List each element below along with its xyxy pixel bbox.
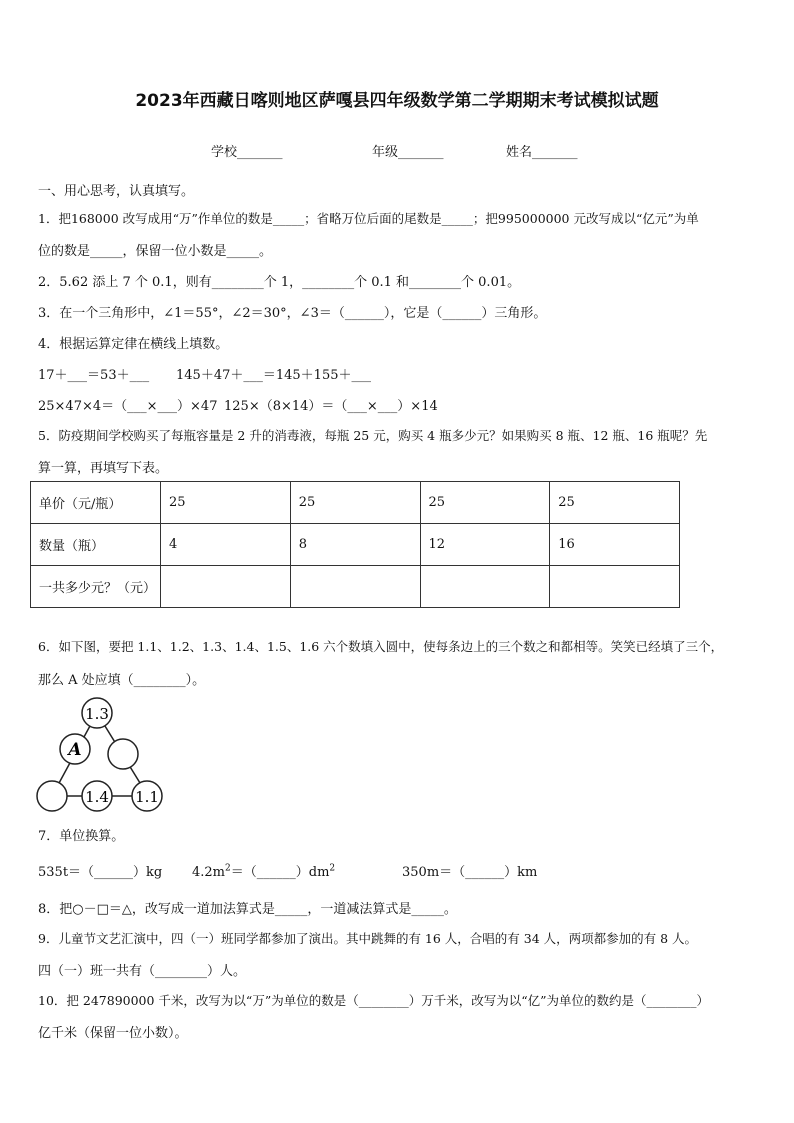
question-8: 8．把○－□＝△，改写成一道加法算式是_____，一道减法算式是_____。 (38, 902, 457, 917)
question-7-a: 535t＝（______）kg (38, 865, 163, 880)
question-4-eq-d: 125×（8×14）＝（___×___）×14 (224, 399, 438, 414)
table-row (31, 524, 680, 566)
table-cell: 25 (161, 482, 291, 524)
section-heading: 一、用心思考，认真填写。 (38, 184, 195, 199)
question-5-line-1: 5．防疫期间学校购买了每瓶容量是 2 升的消毒液，每瓶 25 元，购买 4 瓶多少元？如果购买 8 瓶、12 瓶、16 瓶呢？先 (38, 428, 708, 443)
question-9-line-2: 四（一）班一共有（________）人。 (38, 964, 247, 979)
table-cell: 数量（瓶） (31, 524, 161, 566)
question-7-line-1: 7．单位换算。 (38, 829, 125, 844)
question-3: 3．在一个三角形中，∠1＝55°，∠2＝30°，∠3＝（______），它是（______）三角形。 (38, 306, 547, 321)
question-4-eq-b: 145＋47＋___＝145＋155＋___ (176, 368, 371, 383)
name-field: 姓名_______ (506, 145, 578, 160)
circle-bottom-mid-label: 1.4 (85, 788, 109, 806)
table-cell: 25 (550, 482, 680, 524)
circle-left-label: A (68, 740, 82, 760)
table-cell: 单价（元/瓶） (31, 482, 161, 524)
table-row (31, 482, 680, 524)
circle-bottom-left-blank[interactable] (37, 781, 67, 811)
table-cell: 12 (420, 524, 550, 566)
question-4-eq-c: 25×47×4＝（___×___）×47 (38, 399, 218, 414)
question-10-line-2: 亿千米（保留一位小数）。 (38, 1026, 188, 1041)
question-2: 2．5.62 添上 7 个 0.1，则有________个 1，________个 0.1 和________个 0.01。 (38, 275, 521, 290)
question-7-b: $4.2m^2=(\_\_\_\_\_\_)dm^2$ (192, 863, 336, 880)
question-9-line-1: 9．儿童节文艺汇演中，四（一）班同学都参加了演出。其中跳舞的有 16 人，合唱的有 34 人，两项都参加的有 8 人。 (38, 931, 698, 946)
table-cell: 16 (550, 524, 680, 566)
table-cell: 25 (420, 482, 550, 524)
triangle-circle-diagram (36, 696, 166, 816)
page-title: 2023年西藏日喀则地区萨嘎县四年级数学第二学期期末考试模拟试题 (135, 91, 659, 111)
question-4-line-1: 4．根据运算定律在横线上填数。 (38, 337, 229, 352)
table-cell: 25 (290, 482, 420, 524)
circle-bottom-right-label: 1.1 (135, 788, 159, 806)
question-1-line-1: 1．把168000 改写成用“万”作单位的数是_____；省略万位后面的尾数是_____；把995000000 元改写成以“亿元”为单 (38, 211, 699, 226)
answer-cell[interactable] (290, 566, 420, 608)
question-4-eq-a: 17＋___＝53＋___ (38, 368, 150, 383)
table-cell: 4 (161, 524, 291, 566)
question-10-line-1: 10．把 247890000 千米，改写为以“万”为单位的数是（________）万千米，改写为以“亿”为单位的数约是（________） (38, 993, 709, 1008)
table-cell: 8 (290, 524, 420, 566)
answer-cell[interactable] (550, 566, 680, 608)
question-6-line-1: 6．如下图，要把 1.1、1.2、1.3、1.4、1.5、1.6 六个数填入圆中，使每条边上的三个数之和都相等。笑笑已经填了三个， (38, 639, 724, 654)
question-6-line-2: 那么 A 处应填（________）。 (38, 673, 206, 688)
question-1-line-2: 位的数是_____，保留一位小数是_____。 (38, 244, 273, 259)
question-5-line-2: 算一算，再填写下表。 (38, 461, 169, 476)
table-cell: 一共多少元？（元） (31, 566, 161, 608)
price-table (30, 481, 680, 608)
circle-right-blank[interactable] (108, 739, 138, 769)
answer-cell[interactable] (420, 566, 550, 608)
table-row (31, 566, 680, 608)
answer-cell[interactable] (161, 566, 291, 608)
school-field: 学校_______ (211, 145, 283, 160)
circle-top-label: 1.3 (85, 705, 109, 723)
question-7-c: 350m＝（______）km (402, 865, 538, 880)
grade-field: 年级_______ (372, 145, 444, 160)
